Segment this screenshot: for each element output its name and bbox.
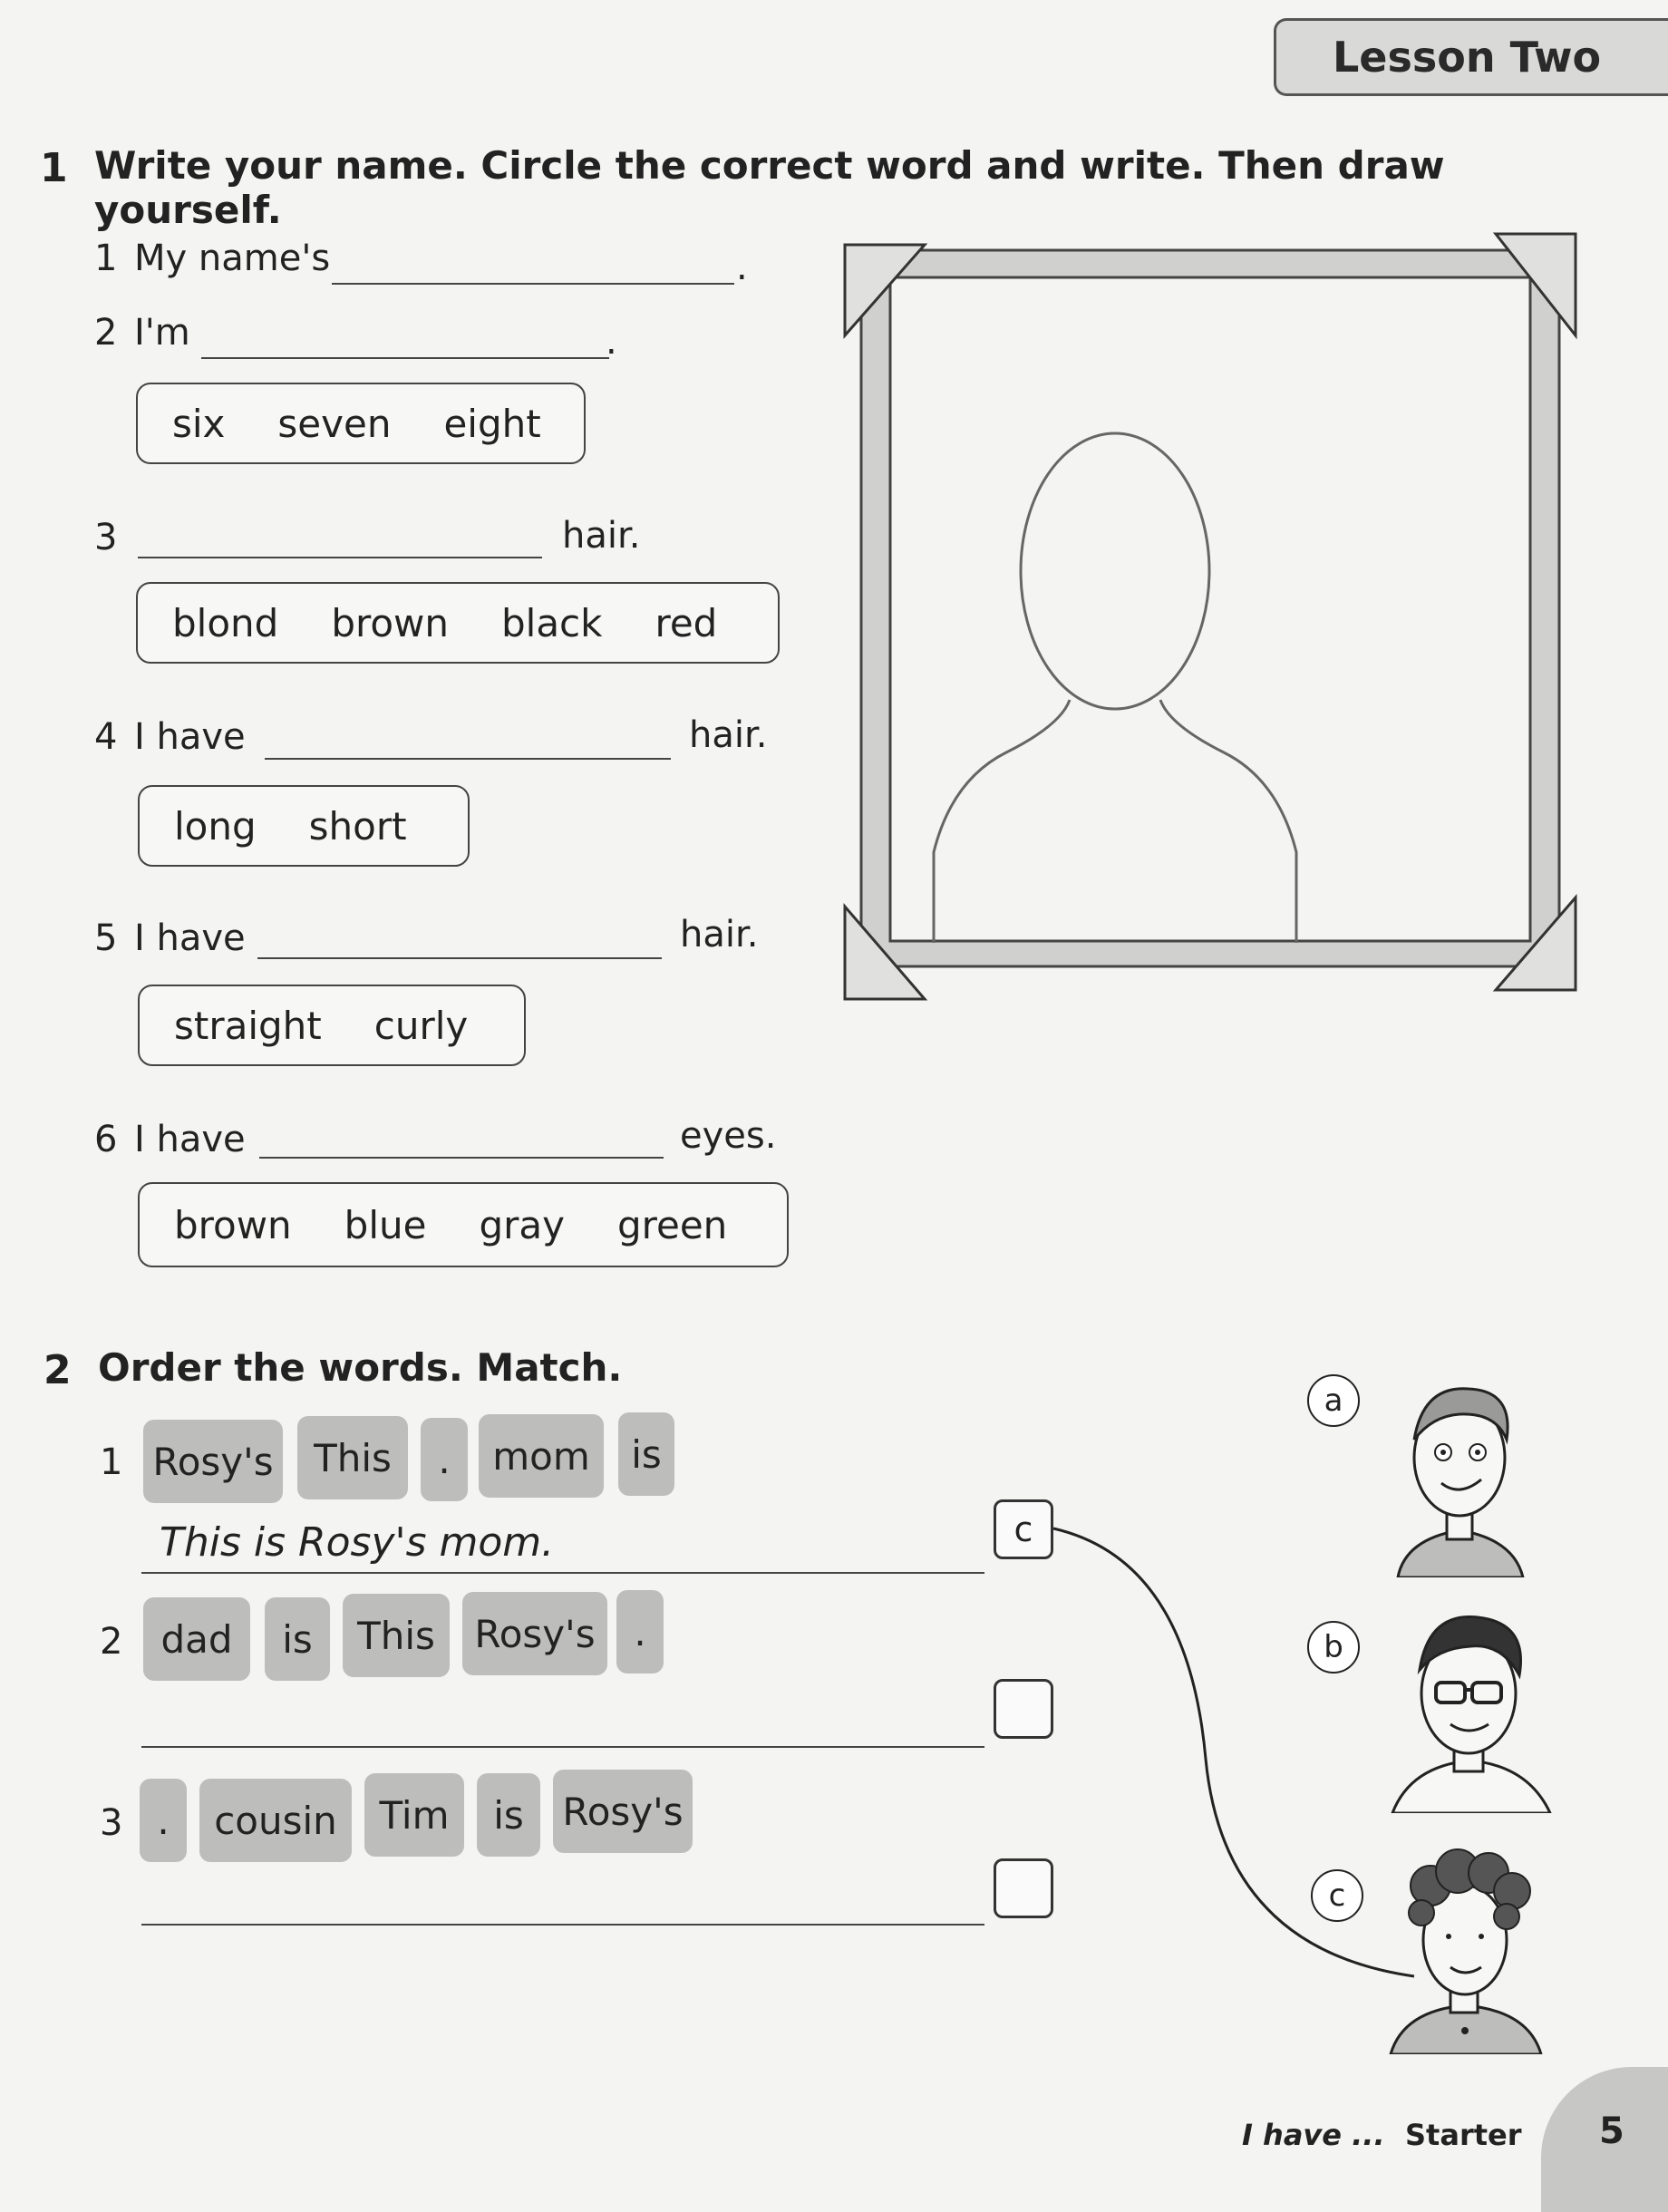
item-4-text: I have: [134, 716, 246, 758]
option-red[interactable]: red: [655, 600, 718, 645]
option-curly[interactable]: curly: [373, 1003, 469, 1048]
option-black[interactable]: black: [500, 600, 603, 645]
item-6-end: eyes.: [680, 1115, 777, 1157]
tile[interactable]: Rosy's: [553, 1770, 693, 1853]
option-gray[interactable]: gray: [479, 1202, 565, 1247]
item-5-text: I have: [134, 917, 246, 959]
tile[interactable]: is: [265, 1597, 330, 1681]
item-4-answer-line[interactable]: [265, 758, 671, 760]
exercise-1-number: 1: [40, 145, 68, 191]
item-6-answer-line[interactable]: [259, 1157, 664, 1159]
tile[interactable]: Rosy's: [143, 1420, 283, 1503]
item-2-text: I'm: [134, 312, 190, 354]
tile[interactable]: is: [618, 1412, 674, 1496]
tile[interactable]: This: [297, 1416, 408, 1499]
tile[interactable]: is: [477, 1773, 540, 1857]
tile[interactable]: Tim: [364, 1773, 464, 1857]
page-number: 5: [1599, 2110, 1624, 2152]
order-row-3-line[interactable]: [141, 1924, 984, 1926]
tile[interactable]: mom: [479, 1414, 604, 1498]
order-row-1-answer: This is Rosy's mom.: [160, 1519, 555, 1566]
item-2-end: .: [606, 321, 617, 363]
order-row-1-line[interactable]: [141, 1572, 984, 1574]
item-2-options: [136, 383, 586, 464]
option-short[interactable]: short: [308, 803, 407, 849]
item-5-end: hair.: [680, 914, 759, 956]
order-row-3-number: 3: [100, 1802, 123, 1844]
tile[interactable]: .: [421, 1418, 468, 1501]
option-eight[interactable]: eight: [443, 401, 541, 446]
footer-unit-title: I have ...: [1242, 2118, 1385, 2152]
tile[interactable]: This: [343, 1594, 450, 1677]
order-row-2-number: 2: [100, 1621, 123, 1663]
item-4-options: [138, 785, 470, 867]
item-1-answer-line[interactable]: [332, 283, 734, 285]
item-5-answer-line[interactable]: [257, 957, 662, 959]
option-brown[interactable]: brown: [331, 600, 449, 645]
character-a-portrait: [1387, 1376, 1532, 1577]
picture-label-a: a: [1307, 1374, 1360, 1427]
item-3-options: [136, 582, 780, 664]
picture-label-b: b: [1307, 1621, 1360, 1674]
order-row-2-line[interactable]: [141, 1746, 984, 1748]
character-c-portrait: [1385, 1846, 1547, 2054]
match-box-1[interactable]: c: [994, 1499, 1053, 1559]
match-box-3[interactable]: [994, 1858, 1053, 1918]
match-line: [1052, 1523, 1432, 1994]
picture-label-c: c: [1311, 1869, 1363, 1922]
exercise-1-instruction: Write your name. Circle the correct word and write. Then draw yourself.: [94, 143, 1445, 232]
option-blue[interactable]: blue: [344, 1202, 427, 1247]
option-green[interactable]: green: [617, 1202, 728, 1247]
portrait-drawing-frame[interactable]: [843, 218, 1577, 1015]
option-long[interactable]: long: [174, 803, 257, 849]
item-5-number: 5: [94, 917, 118, 959]
tile[interactable]: .: [140, 1779, 187, 1862]
match-box-2[interactable]: [994, 1679, 1053, 1739]
item-4-number: 4: [94, 716, 118, 758]
option-straight[interactable]: straight: [174, 1003, 322, 1048]
option-brown-eyes[interactable]: brown: [174, 1202, 292, 1247]
tile[interactable]: cousin: [199, 1779, 352, 1862]
exercise-2-number: 2: [44, 1347, 72, 1393]
item-6-number: 6: [94, 1119, 118, 1160]
item-1-text: My name's: [134, 238, 331, 279]
item-6-options: [138, 1182, 789, 1267]
item-3-end: hair.: [562, 515, 641, 557]
item-3-answer-line[interactable]: [138, 557, 542, 558]
item-3-number: 3: [94, 517, 118, 558]
item-6-text: I have: [134, 1119, 246, 1160]
item-1-end: .: [736, 247, 748, 288]
item-4-end: hair.: [689, 714, 768, 756]
tile[interactable]: .: [616, 1590, 664, 1674]
item-1-number: 1: [94, 238, 118, 279]
item-2-number: 2: [94, 312, 118, 354]
character-b-portrait: [1383, 1606, 1556, 1813]
order-row-1-number: 1: [100, 1441, 123, 1483]
lesson-label: Lesson Two: [1333, 33, 1602, 82]
item-5-options: [138, 985, 526, 1066]
exercise-2-instruction: Order the words. Match.: [98, 1345, 623, 1390]
footer-section: Starter: [1405, 2118, 1522, 2152]
tile[interactable]: Rosy's: [462, 1592, 607, 1675]
tile[interactable]: dad: [143, 1597, 250, 1681]
option-seven[interactable]: seven: [277, 401, 392, 446]
item-2-answer-line[interactable]: [201, 357, 609, 359]
option-six[interactable]: six: [172, 401, 226, 446]
option-blond[interactable]: blond: [172, 600, 279, 645]
lesson-tab: [1274, 18, 1668, 96]
